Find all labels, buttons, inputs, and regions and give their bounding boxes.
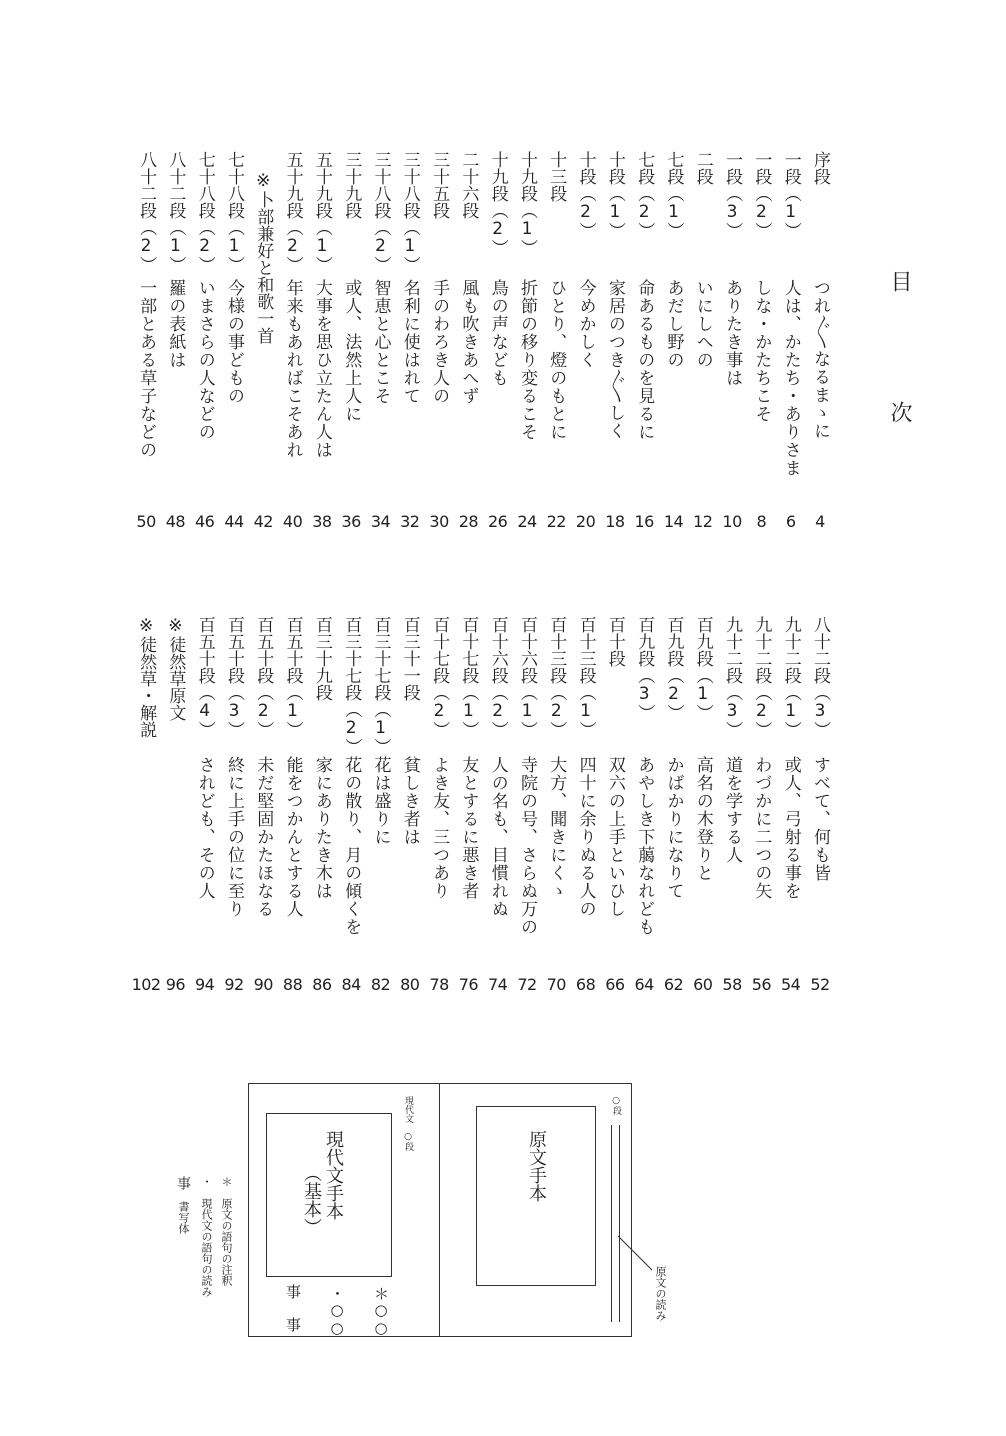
toc-section: 十九段（1） <box>517 151 537 256</box>
toc-section: 三十五段 <box>429 151 450 219</box>
toc-page-number: 80 <box>400 975 420 994</box>
toc-title: 今めかしく <box>575 279 596 369</box>
toc-section: 五十九段（1） <box>311 151 332 273</box>
toc-section: 百十六段（1） <box>517 616 537 738</box>
toc-section: 百五十段（4） <box>194 616 215 738</box>
toc-title: 人は、かたち・ありさま <box>780 279 801 477</box>
toc-title: 一部とある草子などの <box>136 279 157 459</box>
toc-page-number: 28 <box>458 512 479 531</box>
reading-callout-label: 原文の読み <box>654 1266 667 1321</box>
toc-section: 七十八段（2） <box>194 151 215 273</box>
toc-section: 序段 <box>810 151 830 185</box>
toc-page-number: 12 <box>693 512 713 531</box>
toc-title: いにしへの <box>692 279 713 369</box>
toc-section: 百三十七段（2） <box>341 616 362 755</box>
toc-page-number: 10 <box>722 512 742 531</box>
toc-section: 三十八段（2） <box>370 151 391 273</box>
toc-page-number: 88 <box>282 975 303 994</box>
toc-title: 双六の上手といひし <box>604 756 625 918</box>
toc-section: 百十三段（2） <box>546 616 567 738</box>
toc-title: 貧しき者は <box>399 756 420 846</box>
toc-section: 七段（2） <box>634 151 655 239</box>
toc-section: 三十九段 <box>341 151 362 219</box>
toc-title: あやしき下﨟なれども <box>634 756 655 936</box>
toc-page-number: 72 <box>517 975 537 994</box>
toc-title: 能をつかんとする人 <box>282 756 303 918</box>
toc-title: 今様の事どもの <box>224 279 244 405</box>
toc-title: 手のわろき人の <box>429 279 450 405</box>
toc-page-number: 30 <box>429 512 449 531</box>
toc-page-number: 50 <box>136 512 156 531</box>
toc-section: 三十八段（1） <box>399 151 420 273</box>
toc-title: 人の名も、目慣れぬ <box>487 756 508 918</box>
toc-page-number: 38 <box>312 512 332 531</box>
toc-page-number: 66 <box>605 975 625 994</box>
toc-section: 一段（1） <box>780 151 801 239</box>
toc-page-number: 6 <box>785 512 796 531</box>
toc-title: 大方、聞きにくゝ <box>546 756 567 900</box>
toc-title: 高名の木登りと <box>692 756 713 882</box>
toc-page-number: 86 <box>312 975 332 994</box>
toc-title: 風も吹きあへず <box>458 279 479 405</box>
toc-page-number: 40 <box>282 512 303 531</box>
toc-title: 羅の表紙は <box>165 279 186 369</box>
toc-page-number: 4 <box>815 512 825 531</box>
mark-reading: ・○○ <box>328 1286 346 1337</box>
toc-title: 年来もあればこそあれ <box>282 279 303 459</box>
toc-title: つれ〴〵なるまゝに <box>810 279 830 440</box>
toc-title: 終に上手の位に至り <box>224 756 244 918</box>
toc-title: されども、その人 <box>194 756 215 900</box>
toc-section: 百五十段（3） <box>224 616 244 738</box>
toc-title: 花は盛りに <box>370 756 391 846</box>
toc-page-number: 36 <box>341 512 361 531</box>
toc-page-number: 96 <box>165 975 186 994</box>
toc-section: ※徒然草・解説 <box>136 616 157 738</box>
left-sample-sublabel: （基本） <box>301 1164 322 1236</box>
toc-title: 名利に使はれて <box>399 279 420 405</box>
toc-title: 智恵と心とこそ <box>370 279 391 405</box>
toc-page-number: 74 <box>488 975 508 994</box>
toc-page-number: 64 <box>634 975 654 994</box>
toc-title: 寺院の号、さらぬ万の <box>517 756 537 936</box>
toc-page-number: 102 <box>131 975 161 994</box>
toc-section: 七段（1） <box>663 151 684 239</box>
toc-section: 八十二段（1） <box>165 151 186 273</box>
toc-title: 家居のつき〴〵しく <box>604 279 625 440</box>
toc-page-number: 58 <box>722 975 742 994</box>
toc-page-number: 34 <box>370 512 391 531</box>
toc-page-number: 56 <box>751 975 772 994</box>
toc-page-number: 90 <box>253 975 273 994</box>
right-page-header: ○段 <box>611 1096 621 1115</box>
toc-section: 百十段 <box>604 616 625 667</box>
toc-title: 四十に余りぬる人の <box>575 756 596 918</box>
toc-title: 未だ堅固かたほなる <box>253 756 274 918</box>
toc-page-number: 76 <box>458 975 479 994</box>
toc-page-number: 18 <box>605 512 625 531</box>
toc-section: 百十七段（2） <box>429 616 450 738</box>
toc-page-number: 26 <box>488 512 508 531</box>
toc-section: 二段 <box>692 151 713 185</box>
toc-page-number: 20 <box>575 512 596 531</box>
toc-section: 百五十段（1） <box>282 616 303 738</box>
toc-title: 家にありたき木は <box>311 756 332 900</box>
toc-title: 或人、弓射る事を <box>780 756 801 900</box>
toc-section: 百三十九段 <box>311 616 332 701</box>
toc-page-number: 60 <box>693 975 713 994</box>
diagram-center-divider <box>439 1083 440 1336</box>
toc-section: 八十二段（3） <box>810 616 830 738</box>
toc-title: 折節の移り変るこそ <box>517 279 537 441</box>
toc-page-number: 62 <box>663 975 684 994</box>
toc-page-number: 48 <box>165 512 186 531</box>
toc-page-number: 32 <box>400 512 420 531</box>
toc-section: 十段（1） <box>604 151 625 239</box>
left-sample-label: 現代文手本 <box>323 1130 344 1220</box>
legend-annotation-mark: ＊ <box>220 1176 233 1187</box>
legend-calligraphy-text: 書写体 <box>177 1201 190 1234</box>
toc-page-number: 70 <box>546 975 566 994</box>
toc-page-number: 82 <box>370 975 391 994</box>
toc-section: 百十三段（1） <box>575 616 596 738</box>
toc-section: 一段（2） <box>751 151 772 239</box>
legend-annotation-text: 原文の語句の注釈 <box>220 1198 233 1286</box>
toc-title: あだし野の <box>663 279 684 369</box>
toc-section: 八十二段（2） <box>136 151 157 273</box>
toc-page-number: 42 <box>253 512 273 531</box>
legend-reading-text: 現代文の語句の読み <box>200 1198 213 1297</box>
toc-section: 百十六段（2） <box>487 616 508 738</box>
toc-section: 百三十一段 <box>399 616 420 701</box>
toc-title: ひとり、燈のもとに <box>546 279 567 441</box>
toc-page-number: 92 <box>224 975 244 994</box>
toc-title: 鳥の声なども <box>487 279 508 387</box>
toc-page-number: 24 <box>517 512 537 531</box>
toc-section: 十三段 <box>546 151 567 202</box>
toc-title: ありたき事は <box>722 279 743 387</box>
toc-section: 十九段（2） <box>487 151 508 256</box>
toc-title: 大事を思ひ立たん人は <box>311 279 332 459</box>
toc-section: 百九段（1） <box>692 616 713 721</box>
toc-page-number: 46 <box>195 512 215 531</box>
toc-title: しな・かたちこそ <box>751 279 772 423</box>
reading-line-1 <box>611 1125 612 1322</box>
toc-title: よき友、三つあり <box>429 756 450 900</box>
toc-page-number: 84 <box>341 975 361 994</box>
toc-page-number: 68 <box>575 975 596 994</box>
toc-page-number: 14 <box>663 512 684 531</box>
toc-page-number: 44 <box>224 512 244 531</box>
toc-section: 七十八段（1） <box>224 151 244 273</box>
toc-title: 命あるものを見るに <box>634 279 655 441</box>
toc-title: 道を学する人 <box>722 756 743 864</box>
toc-page-number: 22 <box>546 512 566 531</box>
toc-page-number: 16 <box>634 512 654 531</box>
toc-title: 花の散り、月の傾くを <box>341 756 362 936</box>
legend-reading <box>200 1176 213 1297</box>
toc-section: 百三十七段（1） <box>370 616 391 755</box>
toc-title: 或人、法然上人に <box>341 279 362 423</box>
left-page-header: 現代文 ○段 <box>403 1096 413 1151</box>
toc-page-number: 52 <box>810 975 830 994</box>
toc-page-number: 94 <box>195 975 215 994</box>
page-title: 目 次 <box>887 270 912 465</box>
toc-section: ※卜部兼好と和歌一首 <box>253 171 274 344</box>
toc-title: 友とするに悪き者 <box>458 756 479 900</box>
toc-section: 五十九段（2） <box>282 151 303 273</box>
legend-reading-mark: ・ <box>200 1176 213 1187</box>
legend-annotation <box>220 1176 233 1286</box>
toc-section: 百九段（2） <box>663 616 684 721</box>
toc-section: 九十二段（2） <box>751 616 772 738</box>
toc-page-number: 54 <box>781 975 801 994</box>
mark-annotation: ＊○○ <box>372 1286 390 1337</box>
mark-calligraphy: 事 事 <box>284 1284 302 1332</box>
legend-calligraphy-mark: 事 <box>175 1176 191 1190</box>
right-sample-label: 原文手本 <box>526 1130 547 1202</box>
toc-page-number: 78 <box>429 975 449 994</box>
toc-title: かばかりになりて <box>663 756 684 900</box>
callout-line <box>616 1234 656 1274</box>
toc-section: 十段（2） <box>575 151 596 239</box>
toc-section: 一段（3） <box>722 151 743 239</box>
legend-calligraphy <box>176 1176 190 1234</box>
toc-section: 九十二段（3） <box>722 616 743 738</box>
reading-line-2 <box>619 1125 620 1322</box>
toc-section: 百五十段（2） <box>253 616 274 738</box>
toc-title: いまさらの人などの <box>194 279 215 441</box>
toc-page-number: 8 <box>756 512 767 531</box>
toc-section: ※徒然草原文 <box>165 616 186 721</box>
toc-title: すべて、何も皆 <box>810 756 830 882</box>
toc-section: 百九段（3） <box>634 616 655 721</box>
toc-title: わづかに二つの矢 <box>751 756 772 900</box>
toc-section: 九十二段（1） <box>780 616 801 738</box>
toc-section: 百十七段（1） <box>458 616 479 738</box>
toc-section: 二十六段 <box>458 151 479 219</box>
